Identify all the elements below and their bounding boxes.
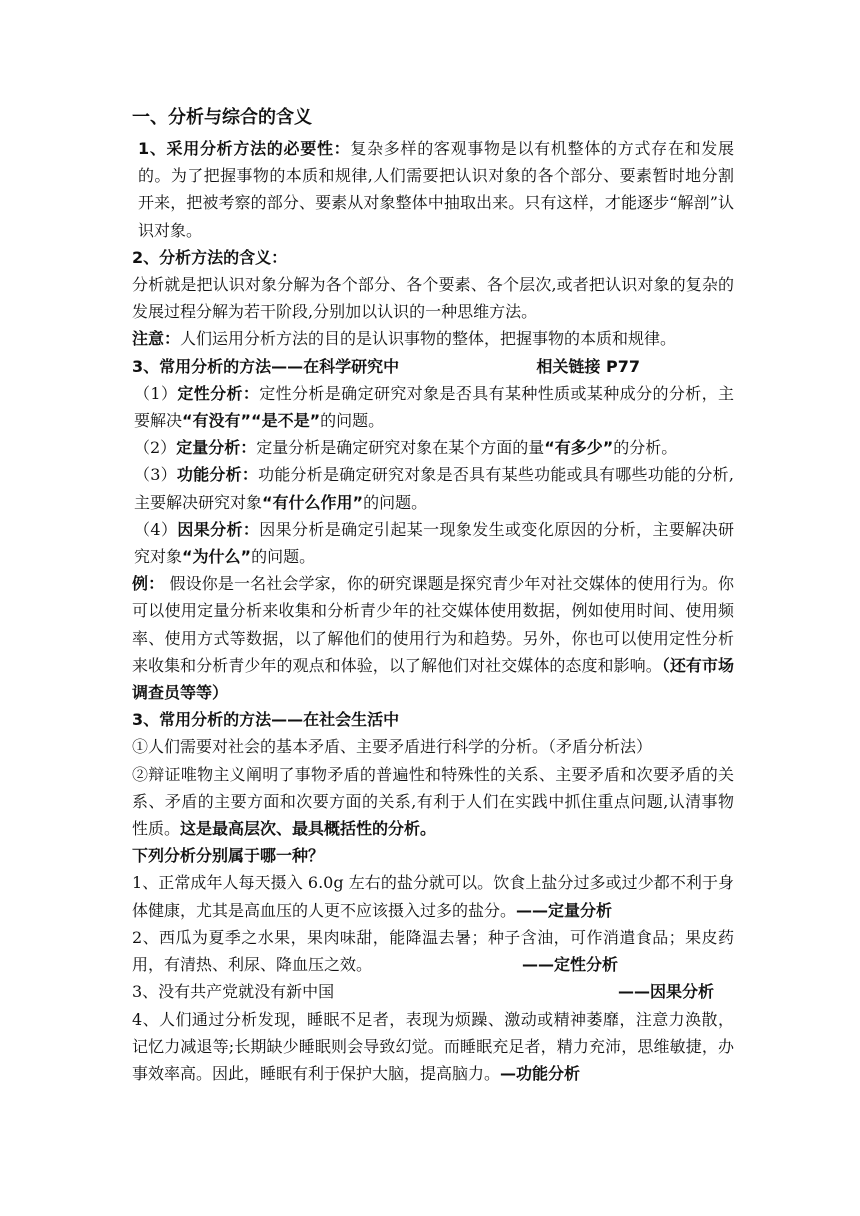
method-label: 因果分析： [177, 519, 260, 539]
society-point-2-text: ②辩证唯物主义阐明了事物矛盾的普遍性和特殊性的关系、主要矛盾和次要矛盾的关系、矛盾的主要方面和次要方面的关系,有利于人们在实践中抓住重点问题,认清事物性质。 [132, 764, 734, 839]
necessity-label: 1、采用分析方法的必要性： [138, 139, 351, 158]
method-num: （3） [134, 465, 177, 485]
method-num: （1） [134, 383, 178, 403]
example-text: 假设你是一名社会学家，你的研究课题是探究青少年对社交媒体的使用行为。你可以使用定量分析来收集和分析青少年的社交媒体使用数据，例如使用时间、使用频率、使用方式等数据，以了解他们的使用行为和趋势。另外，你也可以使用定性分析来收集和分析青少年的观点和体验，以了解他们对社交媒体的态度和影响。 [132, 574, 734, 675]
quiz-item-3 [132, 978, 734, 1005]
method-item-2 [132, 434, 734, 461]
method-text: 因果分析是确定引起某一现象发生或变化原因的分析，主要解决研究对象 [134, 519, 734, 567]
method-tail: 的分析。 [613, 438, 678, 458]
quiz-item-2 [132, 924, 734, 978]
necessity-paragraph [132, 135, 734, 244]
method-num: （2） [134, 438, 177, 458]
example-label: 例： [132, 574, 165, 594]
method-tail: 的问题。 [251, 547, 316, 567]
method-text: 定量分析是确定研究对象在某个方面的量 [256, 438, 545, 458]
society-point-1: ①人们需要对社会的基本矛盾、主要矛盾进行科学的分析。（矛盾分析法） [132, 737, 653, 757]
quiz-question: 3、没有共产党就没有新中国 [132, 982, 335, 1002]
quiz-answer: —功能分析 [500, 1063, 581, 1083]
note-text: 人们运用分析方法的目的是认识事物的整体，把握事物的本质和规律。 [180, 329, 677, 349]
quiz-answer: ——定性分析 [522, 955, 619, 975]
meaning-heading: 2、分析方法的含义： [132, 247, 288, 267]
note-label: 注意： [132, 329, 181, 349]
example-tail: （还有市场调查员等等） [132, 655, 734, 703]
society-heading: 3、常用分析的方法——在社会生活中 [132, 710, 400, 730]
quiz-item-1 [132, 869, 734, 923]
method-tail: 的问题。 [320, 411, 385, 431]
method-item-1 [132, 380, 734, 434]
method-tail: 的问题。 [363, 492, 428, 512]
method-key: “有多少” [544, 438, 614, 458]
method-item-4 [132, 516, 734, 570]
quiz-question: 2、西瓜为夏季之水果，果肉味甜，能降温去暑；种子含油，可作消遣食品；果皮药用，有清热、利尿、降血压之效。 [132, 927, 734, 975]
related-link[interactable]: 相关链接 P77 [536, 356, 640, 376]
method-num: （4） [134, 519, 178, 539]
society-point-2 [132, 761, 734, 843]
method-key: “有什么作用” [262, 492, 364, 512]
quiz-question: 1、正常成年人每天摄入 6.0g 左右的盐分就可以。饮食上盐分过多或过少都不利于身体健康，尤其是高血压的人更不应该摄入过多的盐分。 [132, 873, 734, 920]
method-item-3 [132, 461, 734, 515]
method-key: “有没有”“是不是” [182, 411, 321, 431]
quiz-answer: ——因果分析 [618, 982, 715, 1002]
quiz-heading: 下列分析分别属于哪一种？ [132, 846, 325, 866]
necessity-text: 复杂多样的客观事物是以有机整体的方式存在和发展的。为了把握事物的本质和规律,人们需要把认识对象的各个部分、要素暂时地分割开来，把被考察的部分、要素从对象整体中抽取出来。只有这样，才能逐步“解剖”认识对象。 [138, 139, 734, 240]
society-point-2-bold: 这是最高层次、最具概括性的分析。 [180, 819, 437, 839]
quiz-item-4 [132, 1006, 734, 1088]
method-label: 定性分析： [177, 383, 260, 403]
quiz-question: 4、人们通过分析发现，睡眠不足者，表现为烦躁、激动或精神萎靡，注意力涣散，记忆力减退等;长期缺少睡眠则会导致幻觉。而睡眠充足者，精力充沛，思维敏捷，办事效率高。因此，睡眠有利于保护大脑，提高脑力。 [132, 1009, 734, 1083]
quiz-answer: ——定量分析 [516, 900, 613, 920]
method-key: “为什么” [182, 547, 252, 567]
note-paragraph [132, 325, 734, 352]
science-heading [132, 353, 734, 380]
meaning-text: 分析就是把认识对象分解为各个部分、各个要素、各个层次,或者把认识对象的复杂的发展过程分解为若干阶段,分别加以认识的一种思维方法。 [132, 275, 734, 322]
method-label: 定量分析： [176, 438, 257, 458]
method-label: 功能分析： [176, 465, 259, 485]
method-text: 功能分析是确定研究对象是否具有某些功能或具有哪些功能的分析,主要解决研究对象 [134, 465, 734, 512]
method-text: 定性分析是确定研究对象是否具有某种性质或某种成分的分析，主要解决 [134, 383, 734, 431]
example-paragraph [132, 570, 734, 706]
section-title: 一、分析与综合的含义 [132, 107, 312, 128]
science-heading-label: 3、常用分析的方法——在科学研究中 [132, 356, 400, 376]
